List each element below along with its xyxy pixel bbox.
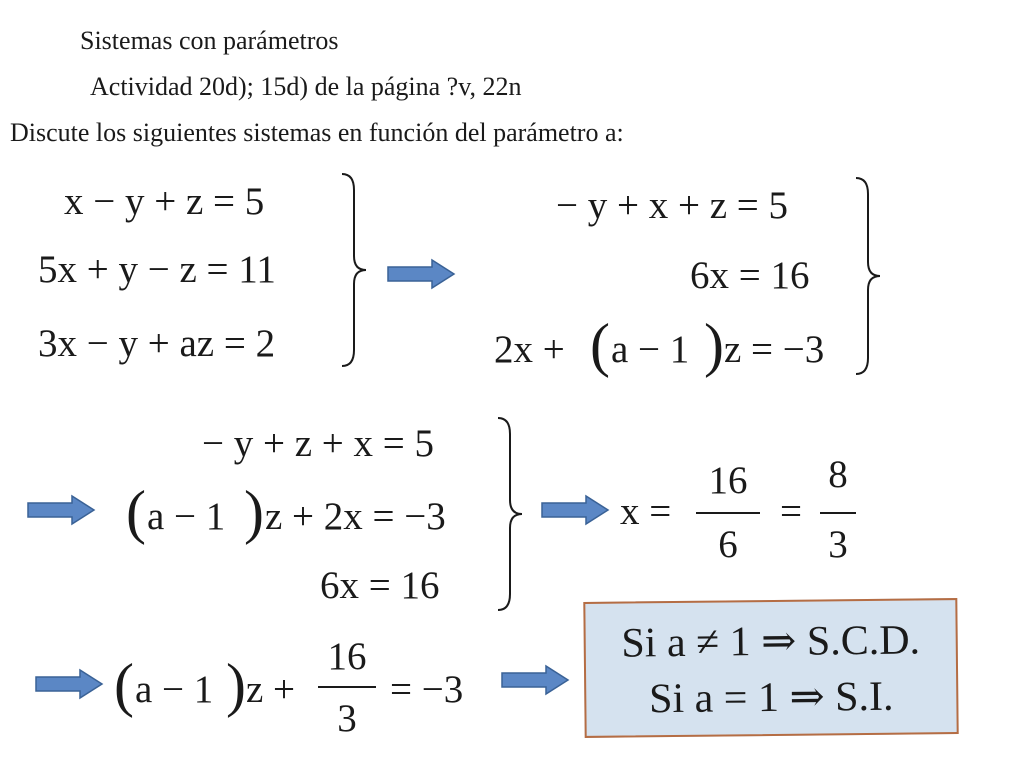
arrow-right-icon — [386, 258, 456, 290]
numerator: 16 — [327, 635, 367, 678]
denominator: 3 — [337, 697, 357, 740]
system2-row2: 6x = 16 — [690, 254, 810, 297]
fraction-8-over-3 — [820, 452, 856, 572]
arrow-right-icon — [540, 494, 610, 526]
instruction-text: Discute los siguientes sistemas en función del parámetro a: — [10, 118, 624, 147]
system1-row2: 5x + y − z = 11 — [38, 248, 276, 291]
arrow-right-icon — [26, 494, 96, 526]
fraction-16-over-6 — [696, 458, 760, 578]
system3-row3: 6x = 16 — [320, 564, 440, 607]
result-line-scd: Si a ≠ 1 ⇒ S.C.D. — [621, 617, 921, 667]
open-paren: ( — [126, 479, 146, 545]
system2-row1: − y + x + z = 5 — [556, 184, 789, 227]
close-paren: ) — [704, 312, 724, 378]
system3-row2-right: z + 2x = −3 — [265, 495, 446, 538]
final-mid: z + — [246, 668, 296, 711]
activity-reference: Actividad 20d); 15d) de la página ?v, 22n — [90, 72, 522, 101]
result-line-si: Si a = 1 ⇒ S.I. — [648, 673, 894, 723]
arrow-right-icon — [500, 664, 570, 696]
open-paren: ( — [590, 312, 610, 378]
denominator: 6 — [718, 523, 738, 566]
system2-brace — [852, 174, 886, 378]
system3-row1: − y + z + x = 5 — [202, 422, 435, 465]
system3-row2-inner: a − 1 — [147, 495, 226, 538]
system3-brace — [494, 414, 528, 614]
equals-sign: = — [780, 490, 802, 533]
close-paren: ) — [226, 652, 246, 718]
system2-row3-right: z = −3 — [724, 328, 825, 371]
result-box — [583, 598, 958, 738]
system2-row3-inner: a − 1 — [611, 328, 690, 371]
denominator: 3 — [828, 523, 848, 566]
system2-row3-left: 2x + — [494, 328, 565, 371]
final-inner: a − 1 — [135, 668, 214, 711]
fraction-bar — [318, 686, 376, 688]
fraction-bar — [696, 512, 760, 514]
final-rhs: = −3 — [390, 668, 464, 711]
close-paren: ) — [244, 479, 264, 545]
numerator: 8 — [828, 453, 848, 496]
system1-brace — [338, 170, 372, 370]
x-equals-label: x = — [620, 490, 672, 533]
slide-title: Sistemas con parámetros — [80, 26, 339, 55]
numerator: 16 — [708, 459, 748, 502]
arrow-right-icon — [34, 668, 104, 700]
fraction-16-over-3 — [318, 634, 376, 754]
fraction-bar — [820, 512, 856, 514]
open-paren: ( — [114, 652, 134, 718]
system1-row1: x − y + z = 5 — [64, 180, 265, 223]
system1-row3: 3x − y + az = 2 — [38, 322, 276, 365]
